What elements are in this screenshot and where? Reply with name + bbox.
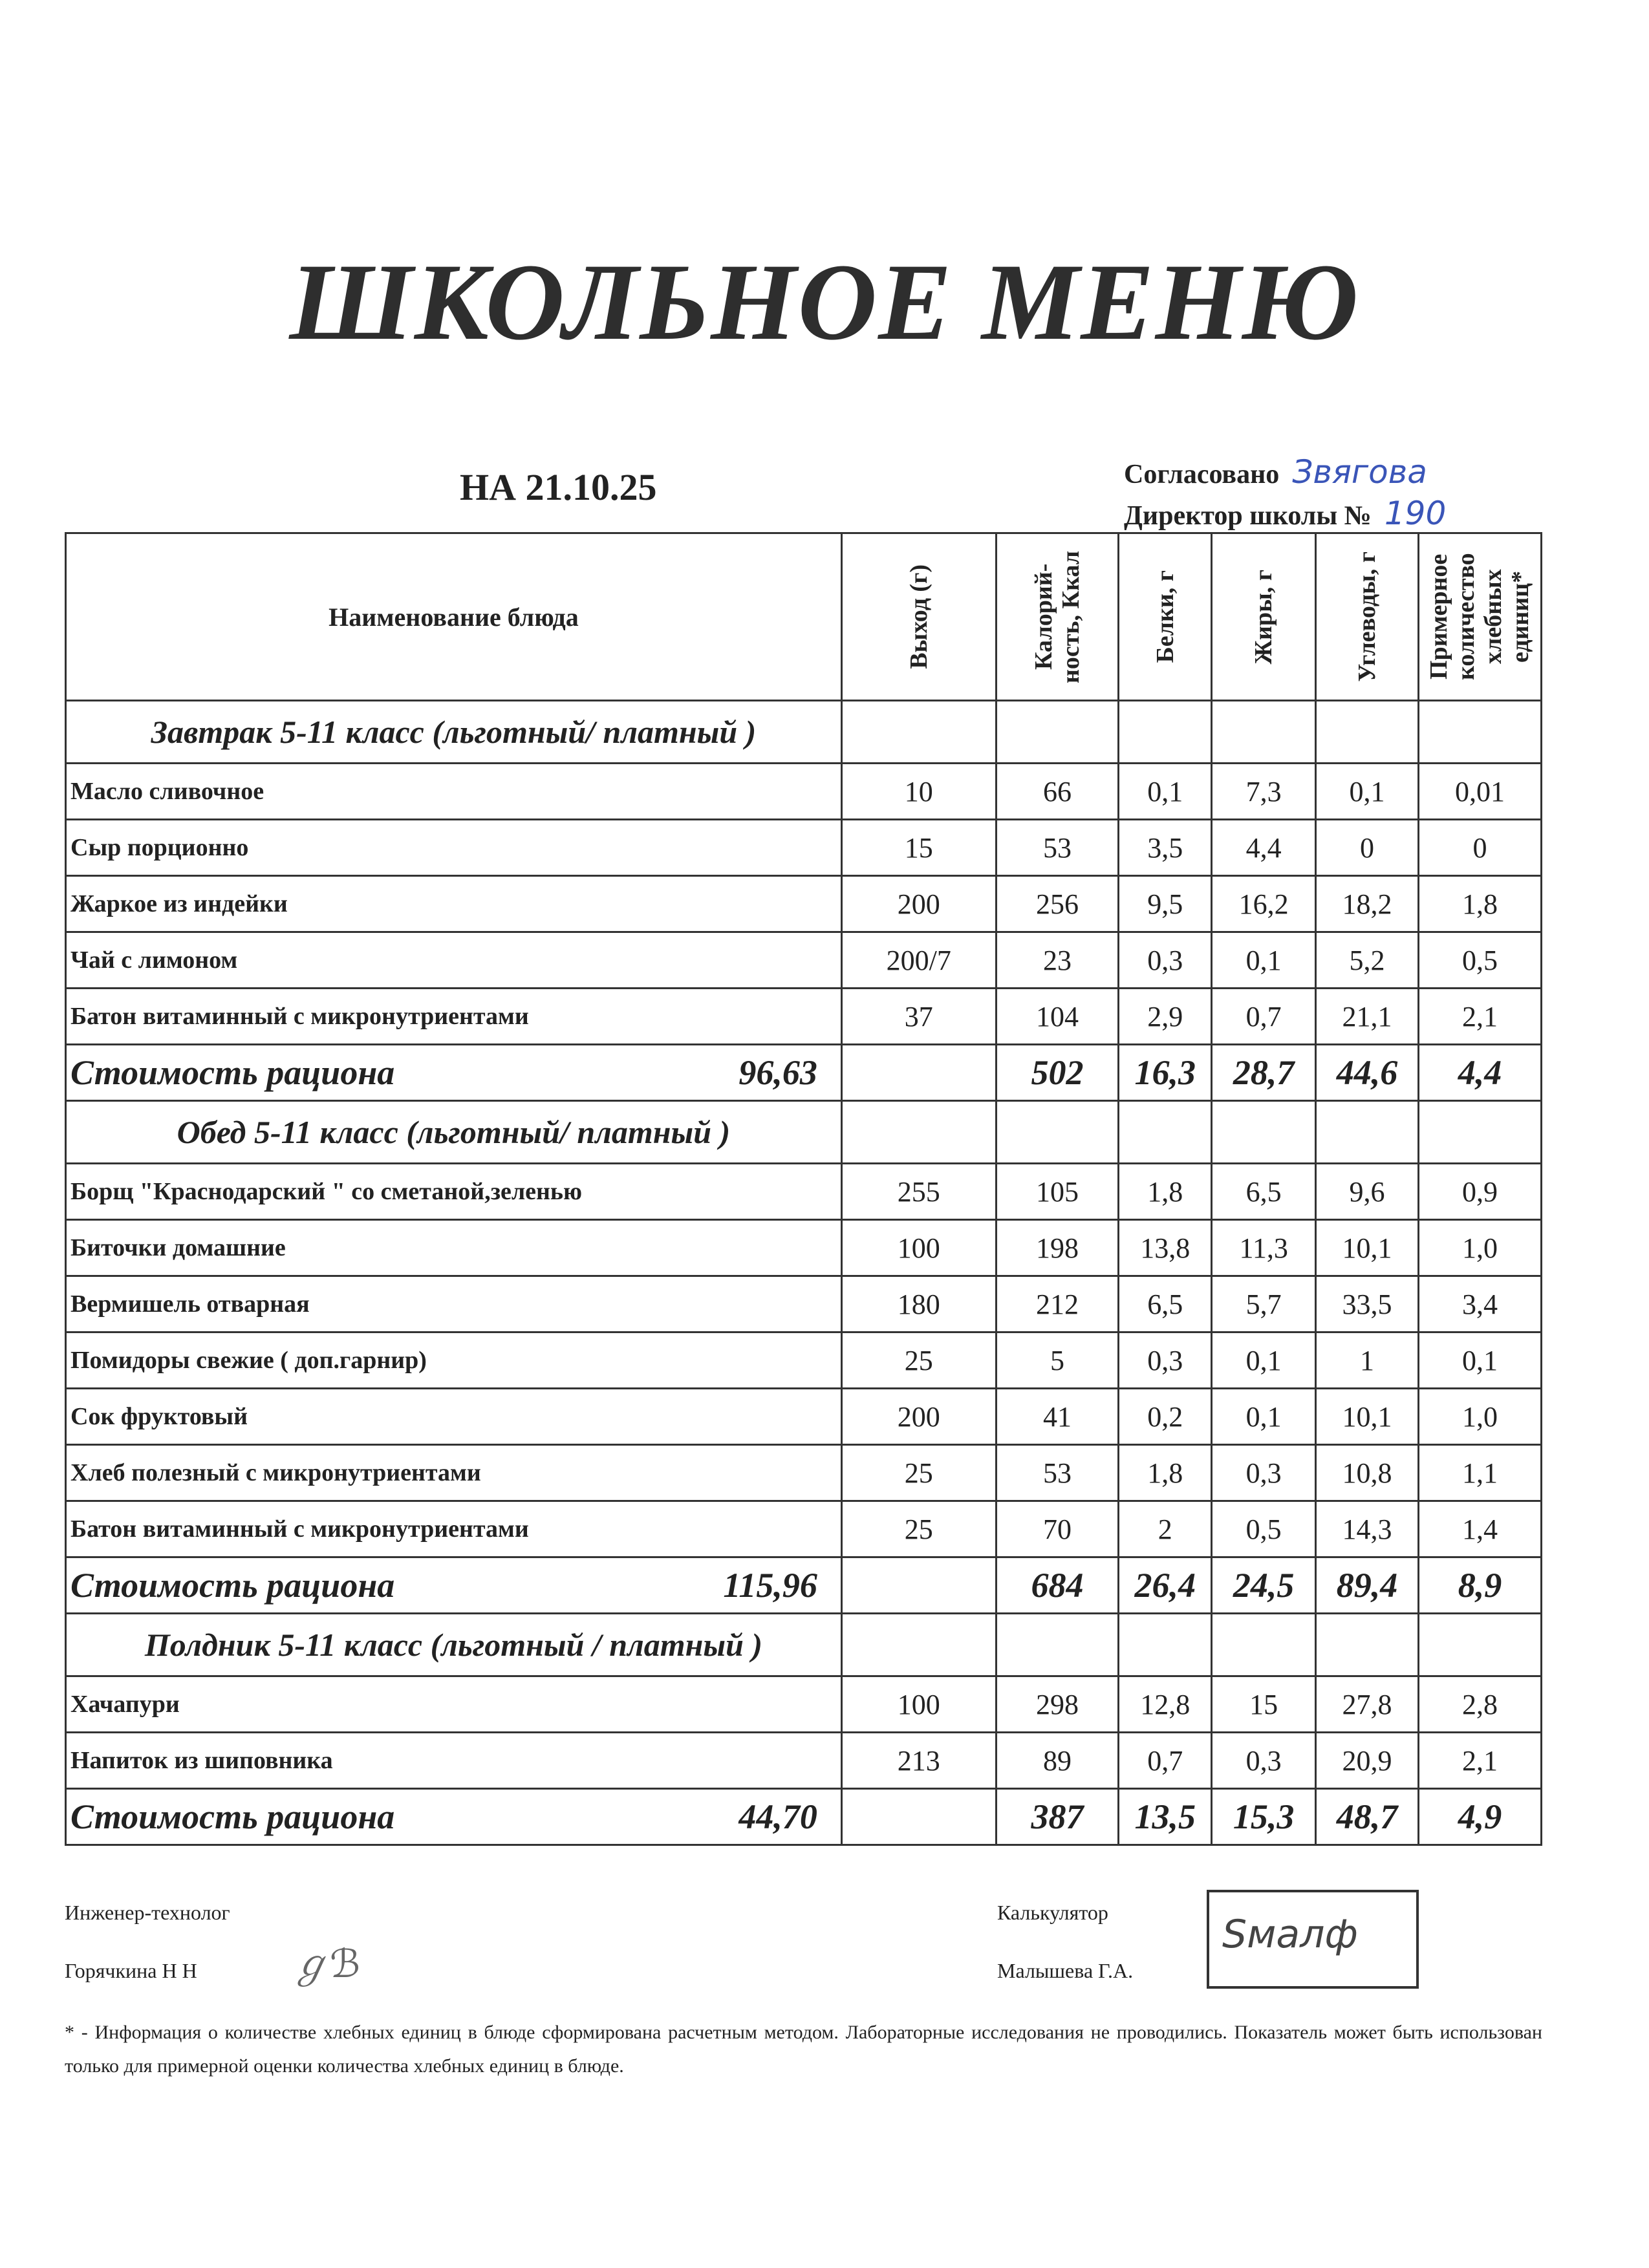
cell-carbs: 10,1 [1316, 1220, 1419, 1276]
cell-calories: 298 [996, 1676, 1119, 1733]
cell-calories [996, 1101, 1119, 1164]
cell-carbs: 44,6 [1316, 1045, 1419, 1101]
cell-calories [996, 701, 1119, 764]
row-label: Обед 5-11 класс (льготный/ платный ) [177, 1114, 731, 1150]
dish-name [66, 1676, 842, 1733]
cell-calories: 684 [996, 1557, 1119, 1614]
agreed-signature: Звягова [1292, 453, 1427, 491]
cell-calories: 53 [996, 1445, 1119, 1501]
cell-bread-units: 0,5 [1418, 932, 1541, 989]
header-bread-units: Примерное количество хлебных единиц* [1418, 533, 1541, 701]
dish-name [66, 1045, 842, 1101]
cell-yield: 10 [841, 764, 996, 820]
cell-proteins: 3,5 [1119, 820, 1212, 876]
cell-proteins: 0,3 [1119, 932, 1212, 989]
calculator-signature: Ѕмалф [1207, 1890, 1419, 1989]
table-row [66, 1501, 1542, 1557]
cell-bread-units: 8,9 [1418, 1557, 1541, 1614]
row-label: Жаркое из индейки [70, 890, 288, 917]
cell-fats [1212, 701, 1316, 764]
footnote: * - Информация о количестве хлебных единиц в блюде сформирована расчетным методом. Лабораторные исследования не проводились. Показатель может быть использован только для примерной оценки количества хлебных единиц в блюде. [65, 2022, 1542, 2077]
cell-carbs: 27,8 [1316, 1676, 1419, 1733]
cell-calories: 23 [996, 932, 1119, 989]
cell-bread-units: 1,0 [1418, 1220, 1541, 1276]
table-row [66, 876, 1542, 932]
cell-bread-units [1418, 1101, 1541, 1164]
cell-yield: 200 [841, 1389, 996, 1445]
section-title [66, 701, 842, 764]
cell-proteins: 0,3 [1119, 1332, 1212, 1389]
cell-proteins: 2,9 [1119, 989, 1212, 1045]
table-row [66, 1220, 1542, 1276]
cell-yield [841, 1614, 996, 1676]
dish-name [66, 1789, 842, 1845]
cell-fats: 4,4 [1212, 820, 1316, 876]
cell-fats: 15 [1212, 1676, 1316, 1733]
cell-proteins: 0,2 [1119, 1389, 1212, 1445]
cell-yield [841, 1045, 996, 1101]
row-label: Масло сливочное [70, 778, 264, 805]
table-row [66, 1164, 1542, 1220]
cell-carbs: 0 [1316, 820, 1419, 876]
cell-bread-units [1418, 701, 1541, 764]
cell-calories: 53 [996, 820, 1119, 876]
cell-bread-units: 0,1 [1418, 1332, 1541, 1389]
table-row [66, 1676, 1542, 1733]
header-calories: Калорий-ность, Ккал [996, 533, 1119, 701]
cell-carbs: 89,4 [1316, 1557, 1419, 1614]
header-yield: Выход (г) [841, 533, 996, 701]
section-title [66, 1101, 842, 1164]
cell-yield: 25 [841, 1332, 996, 1389]
cell-fats [1212, 1101, 1316, 1164]
cell-carbs: 21,1 [1316, 989, 1419, 1045]
dish-name [66, 764, 842, 820]
cell-bread-units: 2,8 [1418, 1676, 1541, 1733]
cell-carbs: 10,1 [1316, 1389, 1419, 1445]
cell-fats [1212, 1614, 1316, 1676]
header-proteins: Белки, г [1119, 533, 1212, 701]
header-fats: Жиры, г [1212, 533, 1316, 701]
cell-yield: 213 [841, 1733, 996, 1789]
cell-calories: 212 [996, 1276, 1119, 1332]
dish-name [66, 1220, 842, 1276]
cell-yield: 15 [841, 820, 996, 876]
dish-name [66, 932, 842, 989]
cell-fats: 7,3 [1212, 764, 1316, 820]
cell-fats: 0,1 [1212, 1389, 1316, 1445]
school-number: 190 [1384, 495, 1447, 532]
cell-proteins: 13,8 [1119, 1220, 1212, 1276]
cell-bread-units: 1,8 [1418, 876, 1541, 932]
cell-bread-units: 4,4 [1418, 1045, 1541, 1101]
cell-yield: 255 [841, 1164, 996, 1220]
table-row [66, 820, 1542, 876]
cell-yield [841, 1789, 996, 1845]
dish-name [66, 820, 842, 876]
dish-name [66, 1164, 842, 1220]
row-label: Хачапури [70, 1691, 180, 1718]
cell-fats: 0,7 [1212, 989, 1316, 1045]
cell-carbs: 14,3 [1316, 1501, 1419, 1557]
table-row [66, 932, 1542, 989]
cell-proteins: 12,8 [1119, 1676, 1212, 1733]
cell-proteins [1119, 1101, 1212, 1164]
cell-proteins: 1,8 [1119, 1445, 1212, 1501]
cell-calories: 89 [996, 1733, 1119, 1789]
cell-proteins: 26,4 [1119, 1557, 1212, 1614]
row-label: Завтрак 5-11 класс (льготный/ платный ) [151, 714, 757, 750]
row-label: Стоимость рациона [70, 1053, 395, 1092]
cell-calories: 66 [996, 764, 1119, 820]
cell-fats: 24,5 [1212, 1557, 1316, 1614]
table-row [66, 1733, 1542, 1789]
cell-fats: 15,3 [1212, 1789, 1316, 1845]
cell-proteins: 9,5 [1119, 876, 1212, 932]
cell-carbs: 0,1 [1316, 764, 1419, 820]
dish-name [66, 1733, 842, 1789]
table-row [66, 1389, 1542, 1445]
table-row [66, 1276, 1542, 1332]
cell-bread-units: 3,4 [1418, 1276, 1541, 1332]
cell-calories: 198 [996, 1220, 1119, 1276]
engineer-name: Горячкина Н Н [65, 1959, 197, 1982]
row-label: Сыр порционно [70, 834, 249, 861]
cell-yield: 25 [841, 1501, 996, 1557]
table-row [66, 1445, 1542, 1501]
dish-name [66, 1557, 842, 1614]
cost-row [66, 1557, 1542, 1614]
cell-proteins: 1,8 [1119, 1164, 1212, 1220]
dish-name [66, 1445, 842, 1501]
table-row [66, 989, 1542, 1045]
cell-fats: 0,1 [1212, 932, 1316, 989]
row-label: Хлеб полезный с микронутриентами [70, 1459, 481, 1486]
cell-yield: 100 [841, 1676, 996, 1733]
cell-carbs: 18,2 [1316, 876, 1419, 932]
cell-carbs: 1 [1316, 1332, 1419, 1389]
cost-row [66, 1789, 1542, 1845]
ration-price: 44,70 [738, 1797, 817, 1836]
row-label: Помидоры свежие ( доп.гарнир) [70, 1347, 427, 1374]
row-label: Стоимость рациона [70, 1797, 395, 1836]
cell-carbs: 9,6 [1316, 1164, 1419, 1220]
dish-name [66, 1501, 842, 1557]
dish-name [66, 1332, 842, 1389]
cell-fats: 16,2 [1212, 876, 1316, 932]
cell-proteins: 0,1 [1119, 764, 1212, 820]
row-label: Биточки домашние [70, 1234, 286, 1261]
row-label: Батон витаминный с микронутриентами [70, 1515, 529, 1543]
cell-proteins: 0,7 [1119, 1733, 1212, 1789]
dish-name [66, 1389, 842, 1445]
row-label: Чай с лимоном [70, 947, 238, 974]
cell-bread-units: 2,1 [1418, 1733, 1541, 1789]
cell-fats: 5,7 [1212, 1276, 1316, 1332]
menu-date: НА 21.10.25 [460, 466, 657, 508]
cell-bread-units: 0,01 [1418, 764, 1541, 820]
cell-bread-units: 1,0 [1418, 1389, 1541, 1445]
engineer-title: Инженер-технолог [65, 1901, 230, 1924]
row-label: Батон витаминный с микронутриентами [70, 1003, 529, 1030]
cell-calories: 5 [996, 1332, 1119, 1389]
section-row [66, 701, 1542, 764]
cost-row [66, 1045, 1542, 1101]
cell-fats: 6,5 [1212, 1164, 1316, 1220]
dish-name [66, 989, 842, 1045]
menu-table [65, 532, 1542, 1846]
section-row [66, 1614, 1542, 1676]
cell-fats: 11,3 [1212, 1220, 1316, 1276]
cell-proteins: 6,5 [1119, 1276, 1212, 1332]
cell-carbs [1316, 1101, 1419, 1164]
row-label: Полдник 5-11 класс (льготный / платный ) [144, 1627, 763, 1663]
cell-carbs [1316, 1614, 1419, 1676]
cell-proteins: 2 [1119, 1501, 1212, 1557]
cell-carbs [1316, 701, 1419, 764]
cell-proteins: 13,5 [1119, 1789, 1212, 1845]
cell-proteins: 16,3 [1119, 1045, 1212, 1101]
cell-bread-units: 2,1 [1418, 989, 1541, 1045]
cell-yield: 100 [841, 1220, 996, 1276]
page-title: ШКОЛЬНОЕ МЕНЮ [289, 241, 1360, 363]
header-dish-name: Наименование блюда [66, 533, 842, 701]
cell-calories: 502 [996, 1045, 1119, 1101]
cell-yield [841, 701, 996, 764]
cell-bread-units: 0,9 [1418, 1164, 1541, 1220]
row-label: Напиток из шиповника [70, 1747, 333, 1774]
cell-calories: 256 [996, 876, 1119, 932]
engineer-signature: ℊℬ [291, 1942, 361, 1987]
calculator-title: Калькулятор [997, 1901, 1108, 1924]
cell-yield: 180 [841, 1276, 996, 1332]
cell-bread-units: 0 [1418, 820, 1541, 876]
cell-fats: 0,3 [1212, 1733, 1316, 1789]
cell-carbs: 48,7 [1316, 1789, 1419, 1845]
row-label: Сок фруктовый [70, 1403, 248, 1430]
cell-fats: 28,7 [1212, 1045, 1316, 1101]
row-label: Стоимость рациона [70, 1566, 395, 1605]
cell-fats: 0,3 [1212, 1445, 1316, 1501]
section-title [66, 1614, 842, 1676]
header-row [66, 533, 1542, 701]
cell-proteins [1119, 701, 1212, 764]
agreed-label: Согласовано [1124, 460, 1280, 489]
cell-yield: 37 [841, 989, 996, 1045]
calculator-name: Малышева Г.А. [997, 1959, 1134, 1982]
ration-price: 115,96 [723, 1566, 817, 1605]
ration-price: 96,63 [738, 1053, 817, 1092]
cell-fats: 0,1 [1212, 1332, 1316, 1389]
cell-proteins [1119, 1614, 1212, 1676]
cell-calories: 387 [996, 1789, 1119, 1845]
cell-fats: 0,5 [1212, 1501, 1316, 1557]
header-carbs: Углеводы, г [1316, 533, 1419, 701]
cell-calories: 104 [996, 989, 1119, 1045]
cell-bread-units: 1,4 [1418, 1501, 1541, 1557]
row-label: Вермишель отварная [70, 1290, 310, 1318]
cell-bread-units [1418, 1614, 1541, 1676]
dish-name [66, 876, 842, 932]
cell-calories: 70 [996, 1501, 1119, 1557]
table-row [66, 764, 1542, 820]
director-label: Директор школы № [1124, 501, 1372, 531]
cell-carbs: 10,8 [1316, 1445, 1419, 1501]
approval-block [1124, 453, 1446, 535]
cell-yield [841, 1557, 996, 1614]
section-row [66, 1101, 1542, 1164]
cell-yield: 200/7 [841, 932, 996, 989]
cell-carbs: 33,5 [1316, 1276, 1419, 1332]
dish-name [66, 1276, 842, 1332]
cell-yield: 25 [841, 1445, 996, 1501]
cell-bread-units: 4,9 [1418, 1789, 1541, 1845]
cell-carbs: 20,9 [1316, 1733, 1419, 1789]
cell-calories: 41 [996, 1389, 1119, 1445]
cell-bread-units: 1,1 [1418, 1445, 1541, 1501]
cell-carbs: 5,2 [1316, 932, 1419, 989]
cell-yield: 200 [841, 876, 996, 932]
table-row [66, 1332, 1542, 1389]
row-label: Борщ "Краснодарский " со сметаной,зеленью [70, 1178, 583, 1205]
cell-calories: 105 [996, 1164, 1119, 1220]
cell-yield [841, 1101, 996, 1164]
cell-calories [996, 1614, 1119, 1676]
